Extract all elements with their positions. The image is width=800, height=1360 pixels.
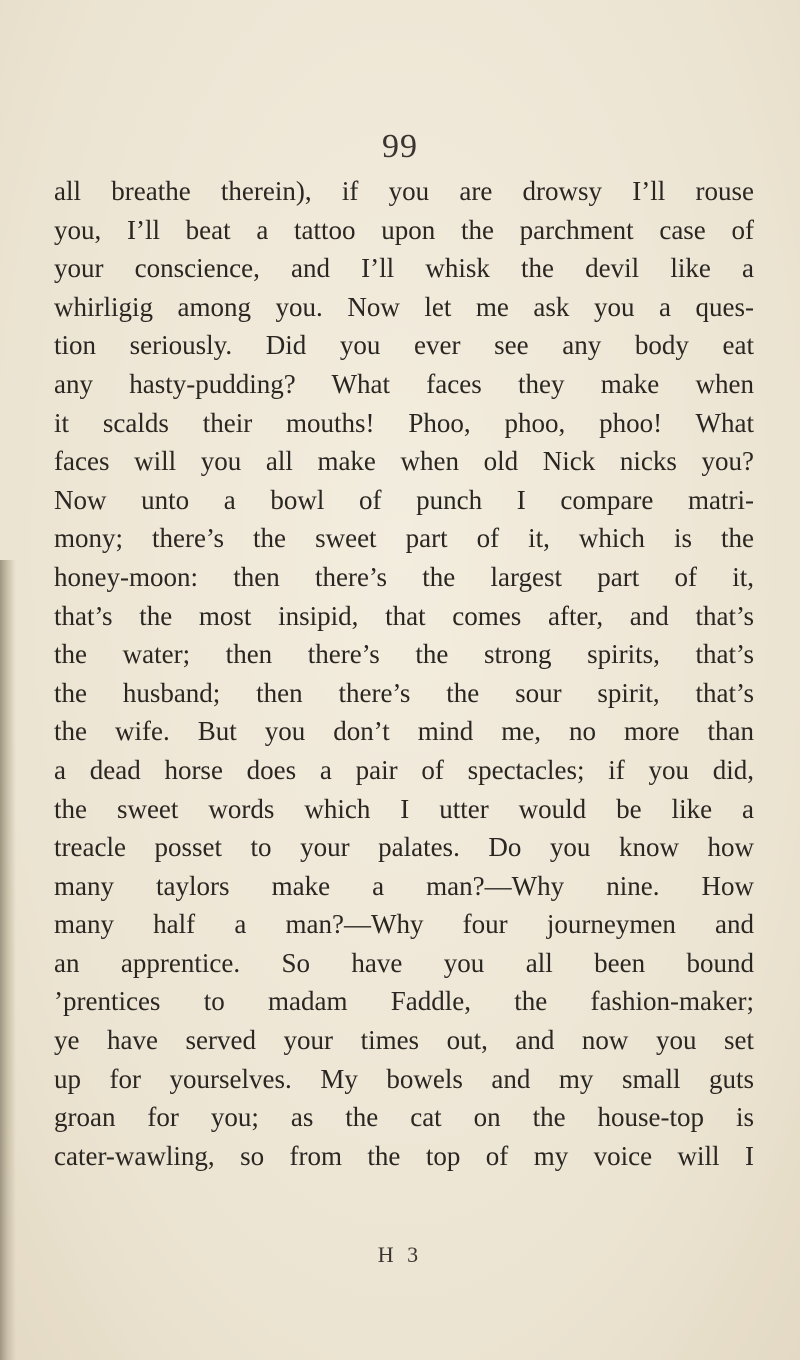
text-line: mony; there’s the sweet part of it, which is the (54, 523, 754, 554)
text-line: Now unto a bowl of punch I compare matri- (54, 484, 754, 515)
text-line: faces will you all make when old Nick nicks you? (54, 446, 754, 477)
text-line: tion seriously. Did you ever see any body eat (54, 330, 754, 361)
text-line: up for yourselves. My bowels and my small guts (54, 1063, 754, 1094)
text-line: the water; then there’s the strong spirits, that’s (54, 639, 754, 670)
text-line: many taylors make a man?—Why nine. How (54, 870, 754, 901)
text-line: you, I’ll beat a tattoo upon the parchment case of (54, 214, 754, 245)
text-line: cater-wawling, so from the top of my voice will I (54, 1140, 754, 1171)
text-line: groan for you; as the cat on the house-top is (54, 1102, 754, 1133)
text-line: ’prentices to madam Faddle, the fashion-maker; (54, 986, 754, 1017)
text-line: a dead horse does a pair of spectacles; if you did, (54, 754, 754, 785)
text-line: the wife. But you don’t mind me, no more than (54, 716, 754, 747)
text-line: the sweet words which I utter would be like a (54, 793, 754, 824)
text-line: honey-moon: then there’s the largest part of it, (54, 561, 754, 592)
text-line: ye have served your times out, and now you set (54, 1025, 754, 1056)
text-line: the husband; then there’s the sour spirit, that’s (54, 677, 754, 708)
text-line: treacle posset to your palates. Do you know how (54, 832, 754, 863)
text-line: an apprentice. So have you all been bound (54, 947, 754, 978)
text-line: many half a man?—Why four journeymen and (54, 909, 754, 940)
page-edge-shadow (0, 560, 16, 1360)
body-text (54, 172, 754, 1175)
text-line: all breathe therein), if you are drowsy I’ll rouse (54, 176, 754, 206)
text-line: your conscience, and I’ll whisk the devil like a (54, 253, 754, 284)
signature-mark: H 3 (377, 1242, 423, 1267)
text-line: it scalds their mouths! Phoo, phoo, phoo! What (54, 407, 754, 438)
text-line: that’s the most insipid, that comes after, and that’s (54, 600, 754, 631)
text-line: any hasty-pudding? What faces they make when (54, 368, 754, 399)
page-number: 99 (382, 128, 418, 165)
text-line: whirligig among you. Now let me ask you a ques- (54, 291, 754, 322)
